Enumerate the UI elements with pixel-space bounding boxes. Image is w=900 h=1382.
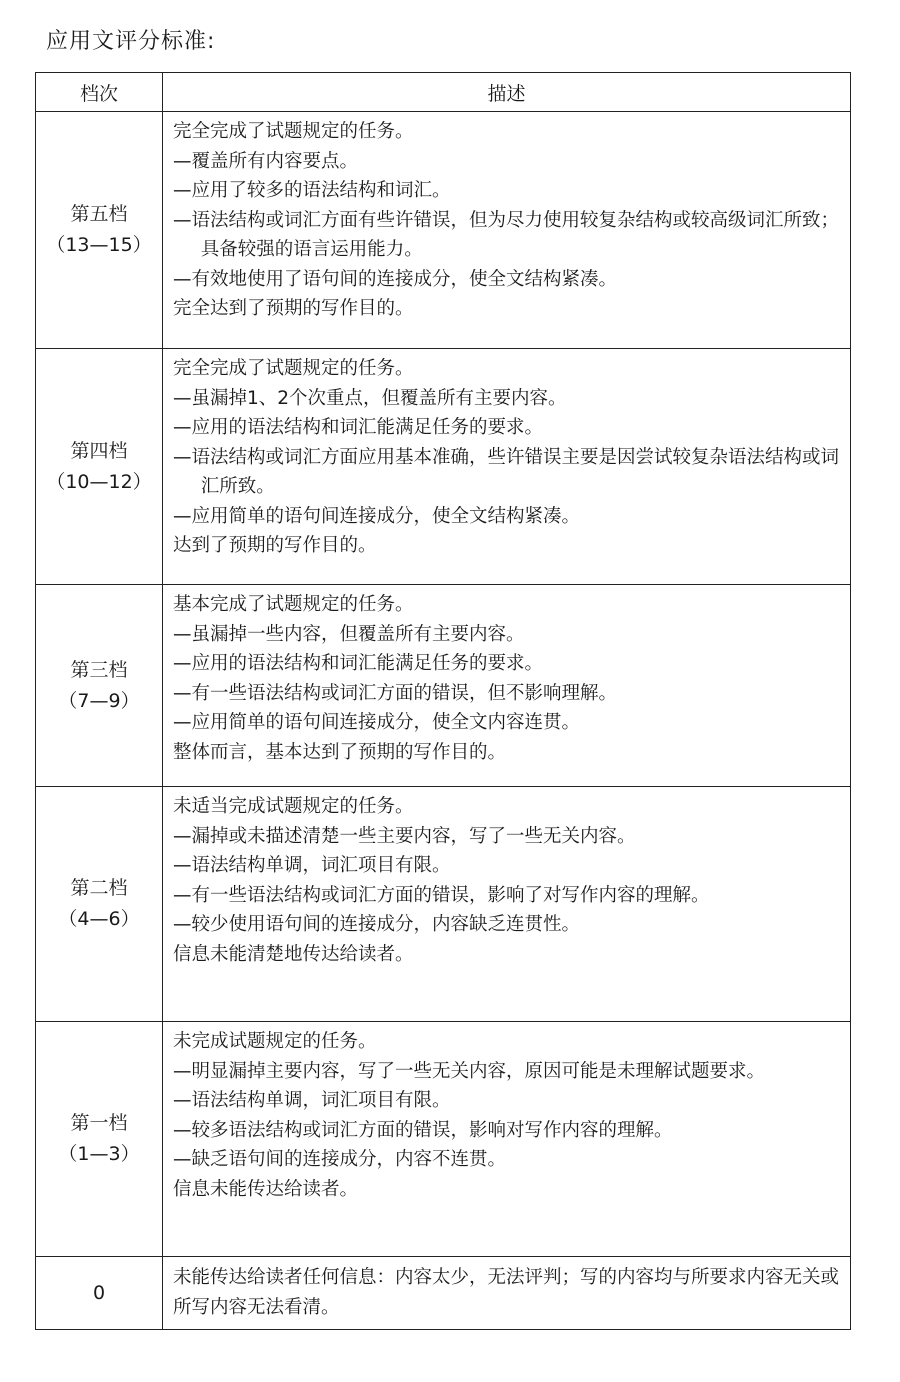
level-range: （10—12） [46, 470, 152, 493]
description-line: 未适当完成试题规定的任务。 [173, 796, 414, 817]
header-description: 描述 [163, 73, 851, 112]
table-row [36, 112, 851, 349]
table-header-row [36, 73, 851, 112]
description-line: 信息未能传达给读者。 [173, 1178, 359, 1200]
level-name: 第三档 [70, 658, 128, 681]
page-title: 应用文评分标准: [46, 29, 216, 54]
description-line: 信息未能清楚地传达给读者。 [173, 943, 414, 965]
description-line: —有效地使用了语句间的连接成分，使全文结构紧凑。 [173, 268, 618, 290]
table-row [36, 787, 851, 1022]
table-row [36, 1022, 851, 1257]
level-name: 0 [92, 1281, 106, 1304]
level-range: （1—3） [58, 1143, 140, 1165]
description-line: —较多语法结构或词汇方面的错误，影响对写作内容的理解。 [173, 1119, 673, 1141]
description-line: —应用简单的语句间连接成分，使全文内容连贯。 [173, 712, 581, 733]
level-range: （13—15） [46, 234, 152, 256]
description-line: 达到了预期的写作目的。 [173, 535, 377, 556]
description-line: —覆盖所有内容要点。 [173, 150, 359, 172]
description-line: 完全达到了预期的写作目的。 [173, 298, 414, 319]
level-cell [36, 585, 163, 787]
description-line: 完全完成了试题规定的任务。 [173, 358, 414, 379]
description-cell [163, 349, 851, 585]
level-range: （4—6） [58, 908, 140, 930]
scoring-rubric-table [35, 72, 851, 1330]
table-row [36, 1257, 851, 1330]
description-line: 完全完成了试题规定的任务。 [173, 121, 414, 142]
description-line: —语法结构单调，词汇项目有限。 [173, 855, 451, 876]
description-line: 整体而言，基本达到了预期的写作目的。 [173, 741, 507, 763]
description-line: —应用了较多的语法结构和词汇。 [173, 180, 451, 201]
description-line: —较少使用语句间的连接成分，内容缺乏连贯性。 [173, 914, 581, 935]
description-cell [163, 787, 851, 1022]
level-cell [36, 1022, 163, 1257]
description-cell [163, 1257, 851, 1330]
description-line: —语法结构或词汇方面应用基本准确，些许错误主要是因尝试较复杂语法结构或词汇所致。 [173, 446, 840, 497]
description-line: 基本完成了试题规定的任务。 [173, 594, 414, 615]
level-name: 第五档 [70, 203, 128, 225]
level-name: 第二档 [70, 877, 128, 899]
description-line: —语法结构或词汇方面有些许错误，但为尽力使用较复杂结构或较高级词汇所致；具备较强的语言运用能力。 [173, 209, 840, 260]
description-cell [163, 585, 851, 787]
description-line: —有一些语法结构或词汇方面的错误，影响了对写作内容的理解。 [173, 884, 710, 906]
level-name: 第一档 [70, 1112, 128, 1134]
level-range: （7—9） [58, 689, 140, 712]
description-line: —应用的语法结构和词汇能满足任务的要求。 [173, 653, 544, 674]
table-row [36, 349, 851, 585]
description-line: —明显漏掉主要内容，写了一些无关内容，原因可能是未理解试题要求。 [173, 1060, 766, 1082]
description-line: —语法结构单调，词汇项目有限。 [173, 1090, 451, 1111]
description-line: —应用的语法结构和词汇能满足任务的要求。 [173, 417, 544, 438]
description-cell [163, 1022, 851, 1257]
level-cell [36, 1257, 163, 1330]
description-line: —虽漏掉一些内容，但覆盖所有主要内容。 [173, 623, 525, 645]
level-cell [36, 349, 163, 585]
description-cell [163, 112, 851, 349]
level-cell [36, 787, 163, 1022]
description-line: 未完成试题规定的任务。 [173, 1031, 377, 1052]
description-line: —漏掉或未描述清楚一些主要内容，写了一些无关内容。 [173, 825, 636, 847]
description-line: —虽漏掉1、2个次重点，但覆盖所有主要内容。 [173, 387, 567, 409]
description-line: —缺乏语句间的连接成分，内容不连贯。 [173, 1149, 507, 1170]
level-cell [36, 112, 163, 349]
table-row [36, 585, 851, 787]
header-level: 档次 [36, 73, 163, 112]
description-line: —应用简单的语句间连接成分，使全文结构紧凑。 [173, 505, 581, 527]
description-line: 未能传达给读者任何信息：内容太少，无法评判；写的内容均与所要求内容无关或所写内容无法看清。 [173, 1267, 840, 1318]
description-line: —有一些语法结构或词汇方面的错误，但不影响理解。 [173, 682, 618, 704]
level-name: 第四档 [70, 439, 128, 462]
